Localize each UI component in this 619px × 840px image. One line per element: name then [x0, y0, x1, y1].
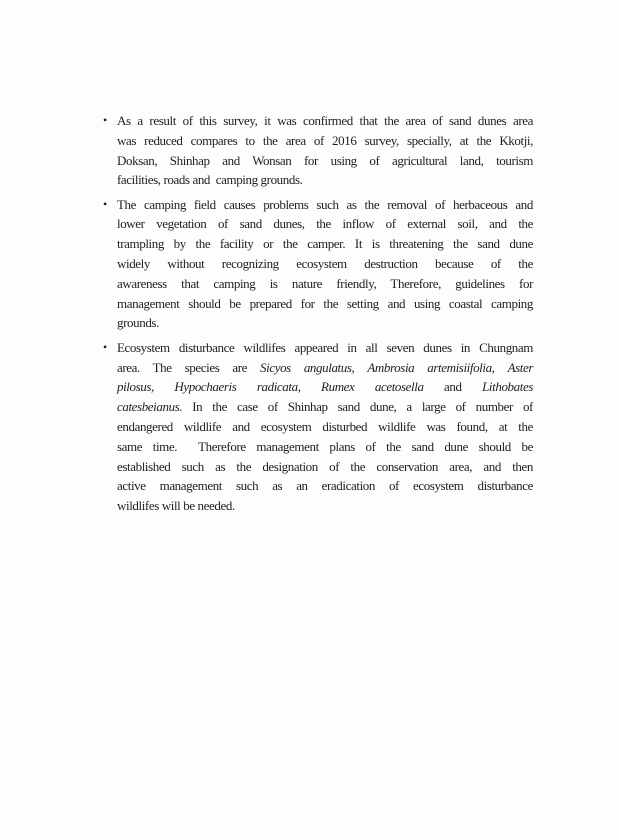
body-text: trampling by the facility or the camper. It is threatening the sand dune [117, 236, 533, 252]
species-name-italic: Lithobates [482, 379, 533, 395]
body-text [154, 379, 174, 394]
text-line [117, 151, 533, 171]
body-text: and [423, 379, 483, 395]
species-name-italic: pilosus, [117, 379, 154, 395]
text-line [117, 111, 533, 131]
text-line [117, 377, 533, 397]
bullet-list [103, 111, 534, 520]
text-line [117, 476, 533, 496]
text-line [117, 294, 533, 314]
body-text: active management such as an eradication of ecosystem disturbance [117, 478, 533, 494]
text-line [117, 170, 533, 190]
body-text: was reduced compares to the area of 2016 survey, specially, at the Kkotji, [117, 132, 533, 148]
species-name-italic: catesbeianus. [117, 399, 183, 415]
text-line [117, 274, 533, 294]
text-line [117, 457, 533, 477]
text-line [117, 417, 533, 437]
text-line [117, 214, 533, 234]
body-text: The camping field causes problems such as the removal of herbaceous and [117, 196, 533, 212]
text-line [117, 437, 533, 457]
text-line [117, 195, 533, 215]
text-line [117, 234, 533, 254]
species-name-italic: Ambrosia artemisiifolia, [367, 359, 495, 375]
species-name-italic: Hypochaeris radicata, [174, 379, 301, 395]
text-line [117, 496, 533, 516]
text-line [117, 313, 533, 333]
body-text: endangered wildlife and ecosystem disturbed wildlife was found, at the [117, 418, 533, 434]
text-line [117, 254, 533, 274]
species-name-italic: Aster [507, 359, 534, 375]
body-text: wildlifes will be needed. [117, 498, 235, 514]
body-text: In the case of Shinhap sand dune, a large of number of [182, 399, 533, 415]
body-text: area. The species are [117, 359, 261, 375]
body-text: widely without recognizing ecosystem destruction because of the [117, 256, 533, 272]
bullet-marker-icon: • [103, 339, 108, 354]
body-text: management should be prepared for the setting and using coastal camping [117, 295, 533, 311]
body-text: same time. Therefore management plans of the sand dune should be [117, 438, 533, 454]
body-text [495, 360, 508, 375]
body-text [354, 360, 367, 375]
bullet-marker-icon: • [103, 113, 108, 127]
bullet-item [103, 195, 533, 334]
body-text: lower vegetation of sand dunes, the inflow of external soil, and the [117, 216, 533, 232]
body-text: facilities, roads and camping grounds. [117, 172, 303, 188]
species-name-italic: Rumex acetosella [321, 379, 424, 395]
text-line [117, 358, 533, 378]
text-line [117, 131, 533, 151]
body-text: grounds. [117, 315, 159, 331]
body-text: Doksan, Shinhap and Wonsan for using of agricultural land, tourism [117, 152, 533, 168]
body-text: established such as the designation of the conservation area, and then [117, 458, 533, 474]
bullet-item [103, 111, 533, 190]
body-text: Ecosystem disturbance wildlifes appeared in all seven dunes in Chungnam [117, 339, 533, 355]
body-text: awareness that camping is nature friendly, Therefore, guidelines for [117, 275, 533, 291]
bullet-item [103, 338, 534, 516]
body-text [301, 379, 321, 394]
text-line [117, 397, 533, 417]
text-line [117, 338, 533, 358]
bullet-marker-icon: • [103, 196, 108, 211]
body-text: As a result of this survey, it was confirmed that the area of sand dunes area [117, 113, 533, 128]
species-name-italic: Sicyos angulatus, [260, 359, 355, 375]
